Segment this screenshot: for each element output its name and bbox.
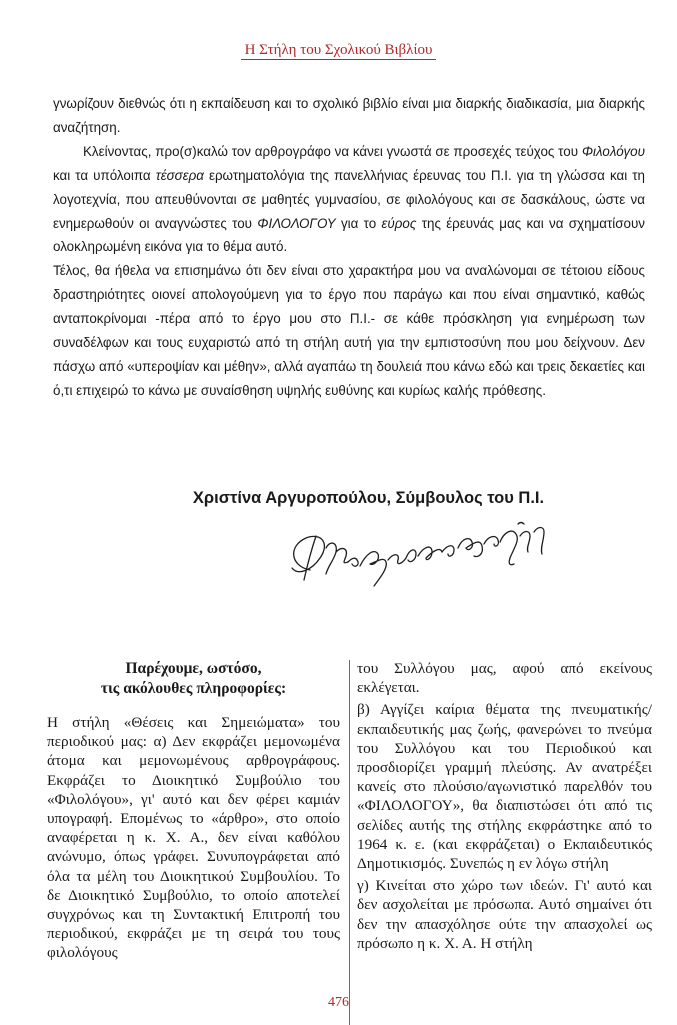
section-title xyxy=(47,659,340,698)
paragraph-1: γνωρίζουν διεθνώς ότι η εκπαίδευση και το σχολικό βιβλίο είναι μια διαρκής διαδικασία, μια διαρκής αναζήτηση. xyxy=(53,96,645,135)
author-name: Χριστίνα Αργυροπούλου, Σύμβουλος του Π.Ι. xyxy=(192,489,545,507)
emphasis-filologou-caps: ΦΙΛΟΛΟΓΟΥ xyxy=(257,215,336,231)
emphasis-philologou: Φιλολόγου xyxy=(581,143,645,159)
right-column-paragraph-3: γ) Κινείται στο χώρο των ιδεών. Γι' αυτό και δεν ασχολείται με πρόσωπα. Αυτό σημαίνει ότι δεν την απασχόλησε ούτε την απασχολεί ως πρόσωπο η κ. Χ. Α. Η στήλη xyxy=(357,877,652,952)
running-header-title: Η Στήλη του Σχολικού Βιβλίου xyxy=(241,42,437,60)
top-text-block xyxy=(53,92,645,403)
section-title-line-2: τις ακόλουθες πληροφορίες: xyxy=(100,679,287,697)
left-column-body: Η στήλη «Θέσεις και Σημειώματα» του περιοδικού μας: α) Δεν εκφράζει μεμονωμένα άτομα και μεμονωμένους αρθρογράφους. Εκφράζει το Διοικητικό Συμβούλιο του «Φιλολόγου», γι' αυτό και δεν φέρει καμιάν υπογραφή. Επομένως το «άρθρο», στο οποίο αναφέρεται η κ. Χ. Α., δεν είναι καθόλου ανώνυμο, όπως γράφει. Συνυπογράφεται από όλα τα μέλη του Διοικητικού Συμβουλίου. Το δε Διοικητικό Συμβούλιο, το οποίο αποτελεί συγχρόνως και τη Συντακτική Επιτροπή του περιοδικού, εκφράζει με τη σειρά του τους φιλολόγους xyxy=(47,714,340,962)
right-column-paragraph-2: β) Αγγίζει καίρια θέματα της πνευματικής/εκπαιδευτικής μας ζωής, φανερώνει το πνεύμα του Συλλόγου και του Περιοδικού και προσδιορίζει γραμμή πλεύσης. Αν ανατρέξει κανείς στο πλούσιο/αγωνιστικό παρελθόν του «ΦΙΛΟΛΟΓΟΥ», θα διαπιστώσει ότι από τις σελίδες αυτής της στήλης εκφράστηκε από το 1964 κ. ε. (και εκφράζεται) ο Εκπαιδευτικός Δημοτικισμός. Συνεπώς η εν λόγω στήλη xyxy=(357,701,652,873)
emphasis-evros: εύρος xyxy=(381,215,417,231)
right-column xyxy=(357,659,652,953)
paragraph-3: Τέλος, θα ήθελα να επισημάνω ότι δεν είναι στο χαρακτήρα μου να αναλώνομαι σε τέτοιου είδους δραστηριότητες οιονεί απολογούμενη για το έργο που παράγω και που είναι σημαντικό, καθώς ανταποκρίνομαι -πέρα από το έργο μου στο Π.Ι.- σε κάθε πρόσκληση για ενημέρωση των συναδέλφων και τους ευχαριστώ από τη στήλη αυτή για την εμπιστοσύνη που μου δείχνουν. Δεν πάσχω από «υπεροψίαν και μέθην», αλλά αγαπάω τη δουλειά που κάνω εδώ και τρεις δεκαετίες και ό,τι επιχειρώ το κάνω με συναίσθηση υψηλής ευθύνης και κυρίως καλής πρόθεσης. xyxy=(53,263,645,398)
section-title-line-1: Παρέχουμε, ωστόσο, xyxy=(125,660,262,677)
column-divider xyxy=(349,660,350,1025)
page-number: 476 xyxy=(328,995,349,1010)
left-column xyxy=(47,659,340,963)
right-column-paragraph-1: του Συλλόγου μας, αφού από εκείνους εκλέγεται. xyxy=(357,660,652,697)
paragraph-2: Κλείνοντας, προ(σ)καλώ τον αρθρογράφο να κάνει γνωστά σε προσεχές τεύχος του Φιλολόγου και τα υπόλοιπα τέσσερα ερωτηματολόγια της πανελλήνιας έρευνας του Π.Ι. για τη γλώσσα και τη λογοτεχνία, που απευθύνονται σε μαθητές γυμνασίου, σε φιλολόγους και σε δασκάλους, ώστε να ενημερωθούν οι αναγνώστες του ΦΙΛΟΛΟΓΟΥ για το εύρος της έρευνάς μας και να σχηματίσουν ολοκληρωμένη εικόνα για το θέμα αυτό. xyxy=(53,143,645,255)
emphasis-tessera: τέσσερα xyxy=(155,167,204,183)
running-header xyxy=(0,41,677,59)
handwritten-signature xyxy=(282,518,582,593)
